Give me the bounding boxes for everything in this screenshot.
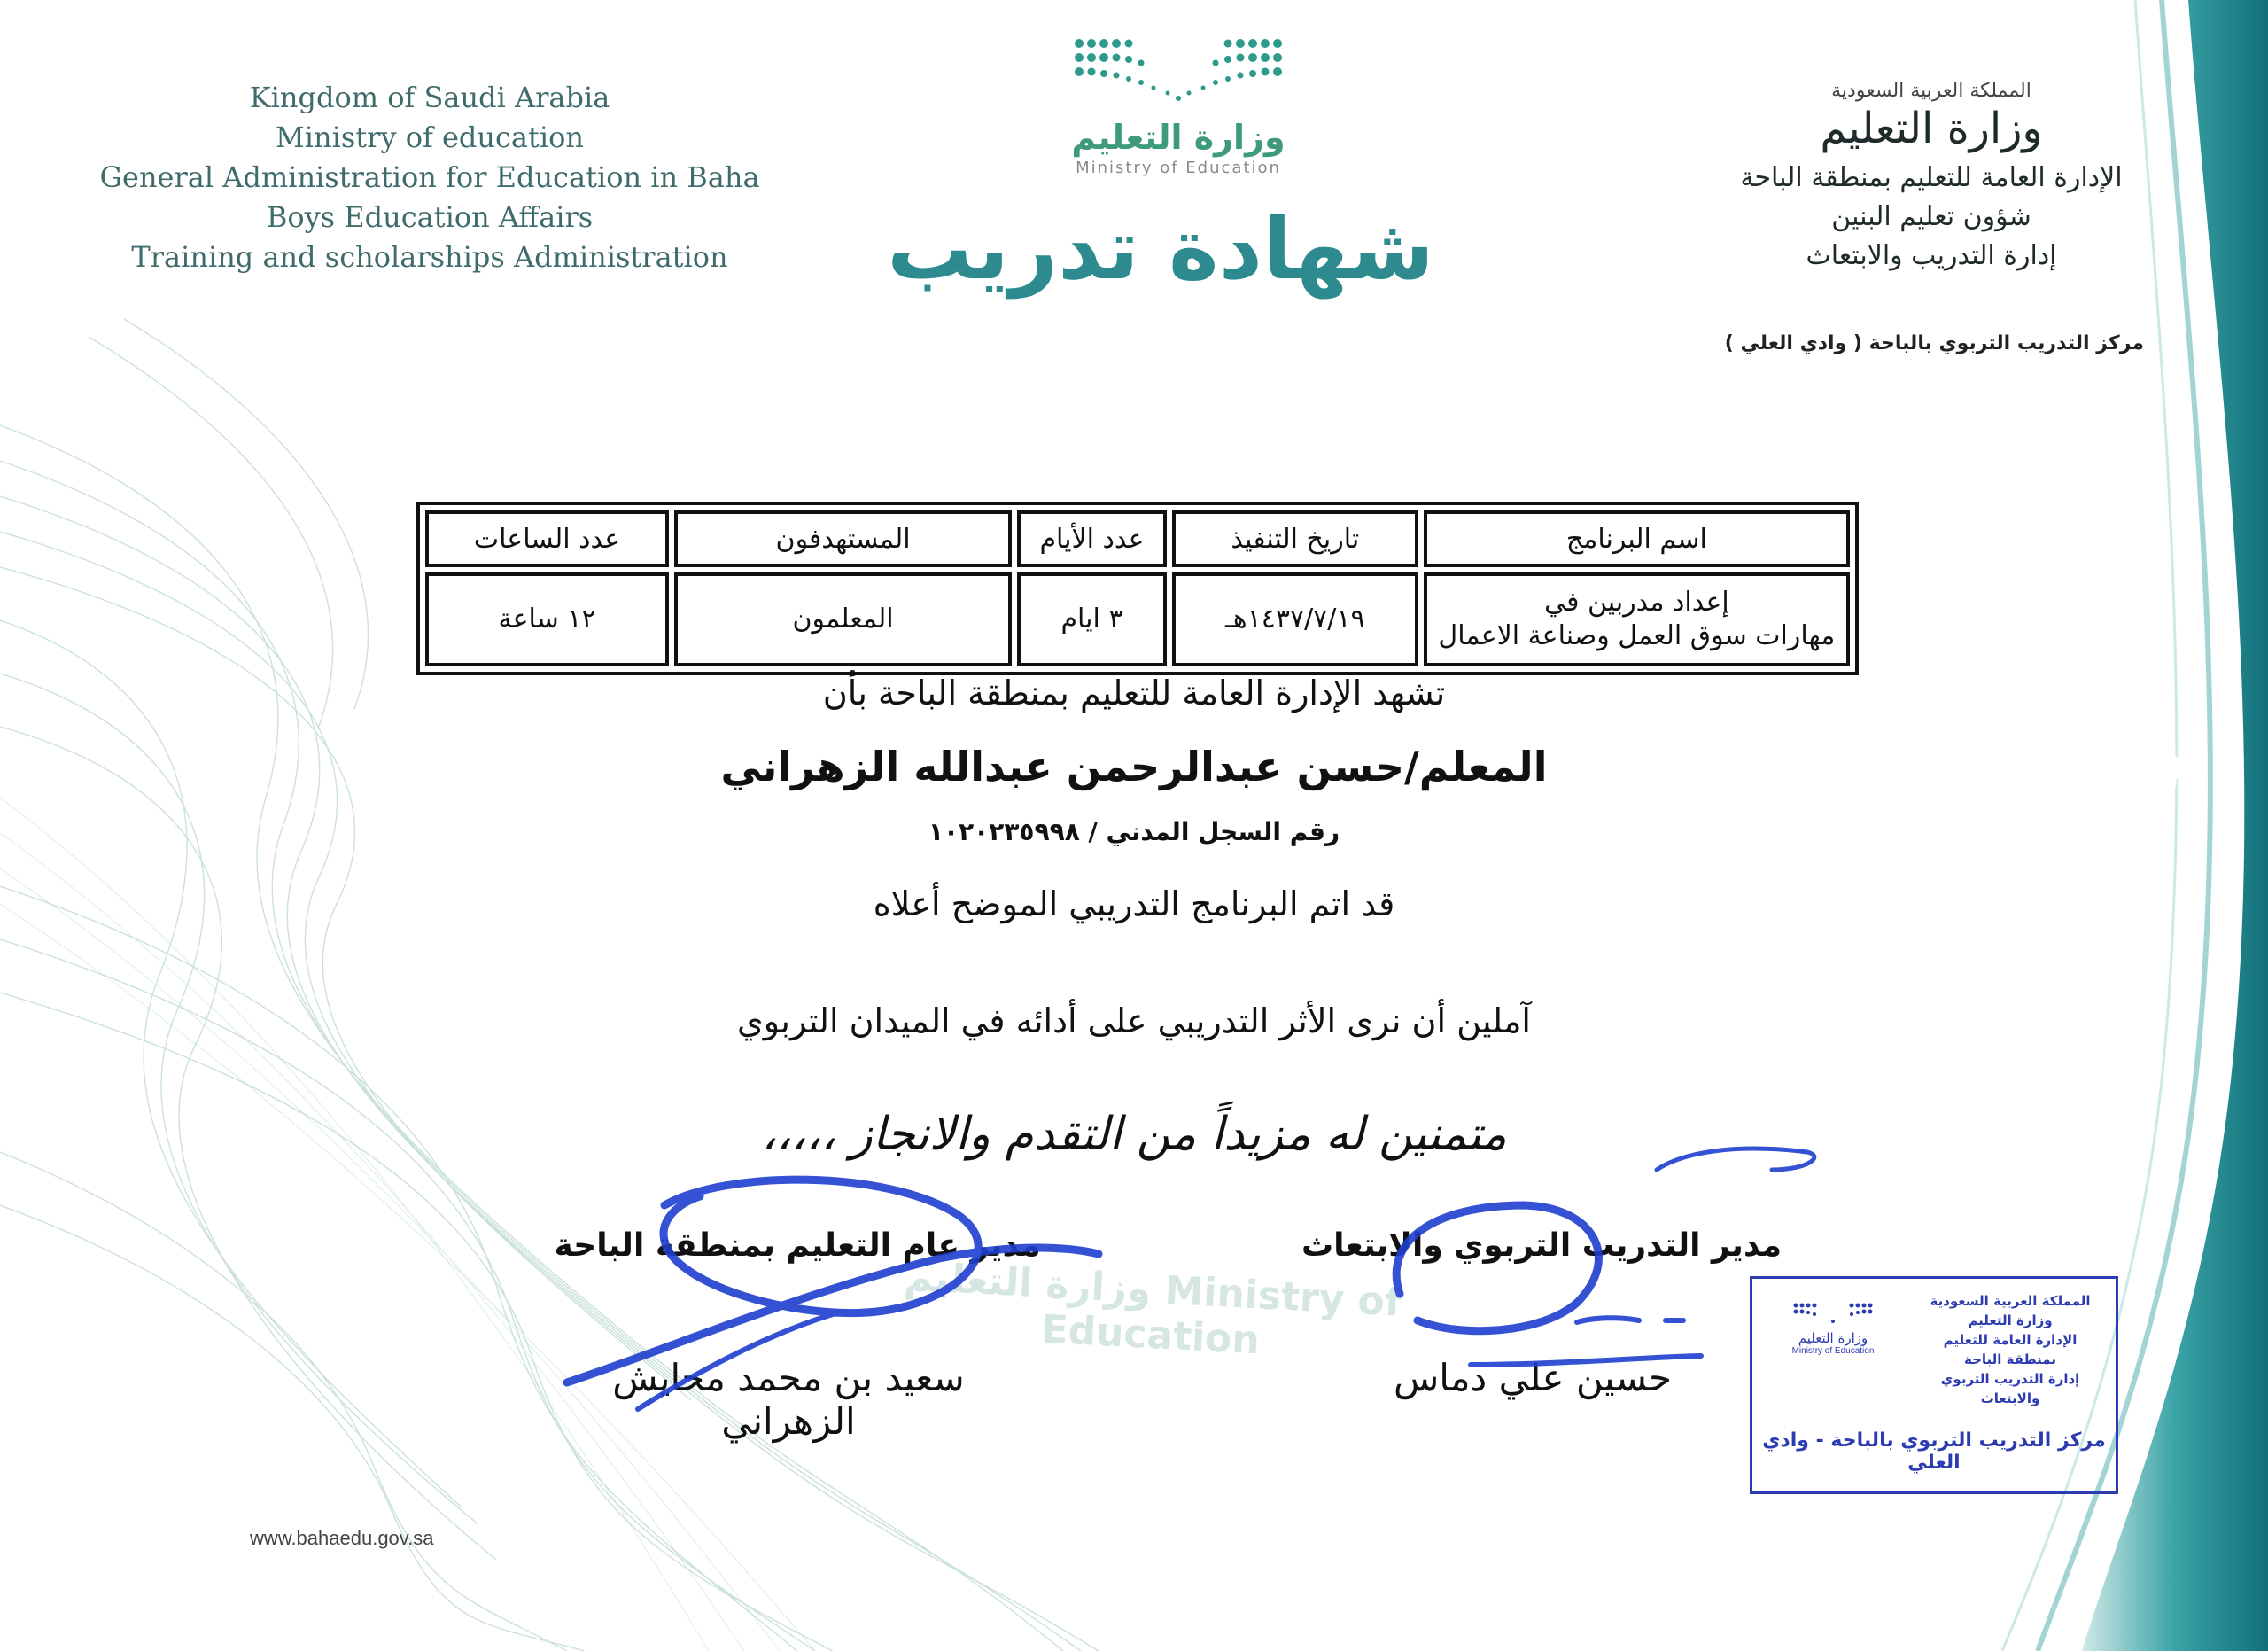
official-stamp [1750,1276,2118,1494]
stamp-center-name: مركز التدريب التربوي بالباحة - وادي العلي [1762,1429,2106,1474]
stamp-logo-english: Ministry of Education [1791,1346,1875,1356]
header-target: المستهدفون [674,510,1012,567]
header-hours: عدد الساعات [425,510,669,567]
cell-date: ١٤٣٧/٧/١٩هـ [1172,572,1418,666]
cell-hours: ١٢ ساعة [425,572,669,666]
stamp-training-admin: إدارة التدريب التربوي والابتعاث [1940,1371,2080,1406]
right-signatory-title: مدير التدريب التربوي والابتعاث [1301,1227,1783,1264]
header-program-name: اسم البرنامج [1424,510,1850,567]
completed-text: قد اتم البرنامج التدريبي الموضح أعلاه [873,884,1395,923]
right-signature-loop [1396,1205,1598,1331]
right-signatory-name: حسين علي دماس [1393,1356,1672,1399]
header-ar-training-admin: إدارة التدريب والابتعاث [1806,240,2057,271]
program-name-line-1: إعداد مدربين في [1544,587,1729,618]
header-days: عدد الأيام [1017,510,1167,567]
stamp-logo-dots-icon [1789,1300,1877,1327]
header-en-ministry: Ministry of education [276,121,584,154]
training-center-label: مركز التدريب التربوي بالباحة ( وادي العلي ) [1724,332,2144,354]
watermark-text: وزارة التعليم Ministry of Education [903,1254,1403,1364]
header-ar-boys-affairs: شؤون تعليم البنين [1831,201,2031,232]
certificate-title: شهادة تدريب [887,199,1434,299]
side-slogan: معاً نبدع المستقبل [2000,741,2198,1259]
civil-id: رقم السجل المدني / ١٠٢٠٢٣٥٩٩٨ [928,817,1340,846]
cell-days: ٣ ايام [1017,572,1167,666]
header-en-kingdom: Kingdom of Saudi Arabia [249,81,610,114]
header-en-training-admin: Training and scholarships Administration [131,240,728,274]
header-date: تاريخ التنفيذ [1172,510,1418,567]
header-ar-general-admin: الإدارة العامة للتعليم بمنطقة الباحة [1740,162,2123,193]
website-url: www.bahaedu.gov.sa [250,1527,434,1549]
initials-scribble [1657,1149,1814,1170]
stamp-text-block [1917,1291,2103,1408]
left-signatory-name: سعيد بن محمد محايش الزهراني [612,1356,965,1443]
header-en-boys-affairs: Boys Education Affairs [266,200,594,234]
stamp-logo-arabic: وزارة التعليم [1798,1330,1868,1346]
ministry-logo-english: Ministry of Education [1076,159,1281,177]
ministry-logo-arabic: وزارة التعليم [1071,118,1285,157]
stamp-admin: الإدارة العامة للتعليم بمنطقة الباحة [1943,1332,2078,1367]
header-en-general-admin: General Administration for Education in Baha [99,160,760,194]
program-name-line-2: مهارات سوق العمل وصناعة الاعمال [1438,620,1836,651]
stamp-kingdom: المملكة العربية السعودية [1930,1293,2091,1309]
certifies-text: تشهد الإدارة العامة للتعليم بمنطقة الباحة بأن [822,674,1446,713]
hope-text: آملين أن نرى الأثر التدريبي على أدائه في الميدان التربوي [737,1001,1531,1040]
header-ar-kingdom: المملكة العربية السعودية [1831,80,2031,102]
recipient-name: المعلم/حسن عبدالرحمن عبدالله الزهراني [720,743,1548,790]
header-ar-ministry: وزارة التعليم [1820,104,2043,153]
left-signatory-title: مدير عام التعليم بمنطقة الباحة [554,1227,1041,1264]
wish-text: متمنين له مزيداً من التقدم والانجاز ،،،،، [761,1108,1507,1161]
stamp-logo [1767,1300,1899,1356]
cell-target: المعلمون [674,572,1012,666]
stamp-ministry: وزارة التعليم [1968,1312,2053,1328]
